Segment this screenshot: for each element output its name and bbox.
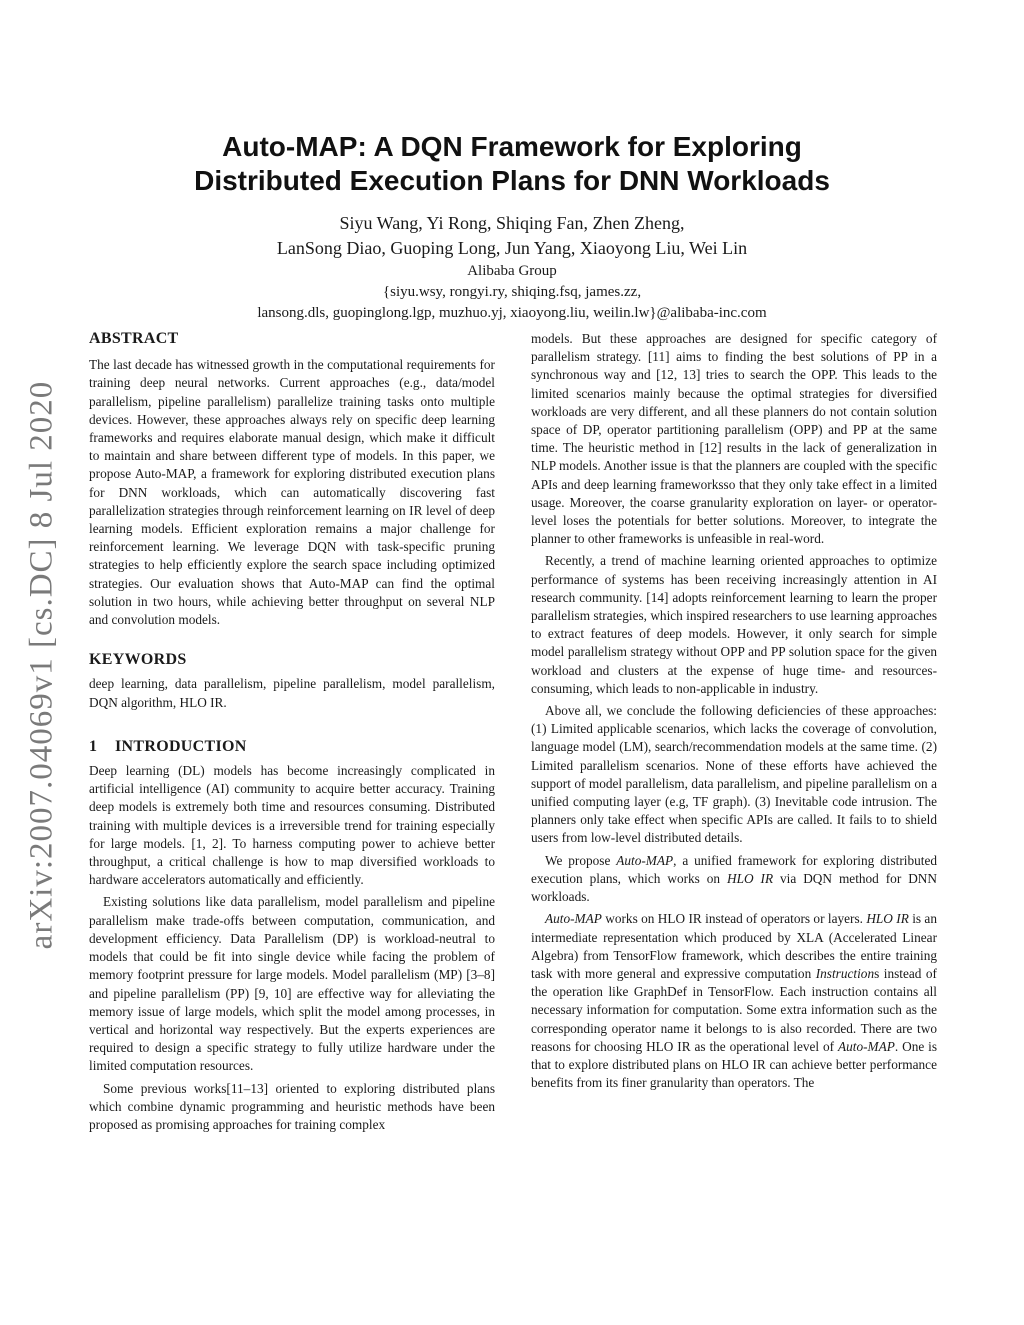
p7-emphasis-2: HLO IR: [727, 870, 774, 886]
author-block: [100, 211, 924, 324]
arxiv-sidebar: [12, 370, 72, 960]
abstract-heading: ABSTRACT: [89, 330, 179, 347]
authors-line-1: Siyu Wang, Yi Rong, Shiqing Fan, Zhen Zheng,: [339, 213, 685, 233]
p8-part-d: . One is that to explore distributed plans on HLO IR can achieve better performance benefits from its finer granularity than operators. The: [531, 1038, 938, 1091]
keywords-heading: KEYWORDS: [89, 651, 187, 669]
p8-emphasis-2: HLO IR: [866, 911, 909, 927]
p7-part-a: We propose: [545, 852, 617, 868]
p8-part-b: is an intermediate representation which produced by XLA (Accelerated Linear Algebra) from TensorFlow framework, which describes the entire training task with more general and expressive computation: [531, 911, 937, 981]
keywords-text: deep learning, data parallelism, pipeline parallelism, model parallelism, DQN algorithm, HLO IR.: [89, 676, 495, 710]
p7-part-b: , a unified framework for exploring distributed execution plans, which works on: [531, 852, 937, 886]
intro-paragraph-1: Deep learning (DL) models has become increasingly complicated in artificial intelligence (AI) community to acquire better accuracy. Training deep models is extremely both time and resources consuming. Distributed training with multiple devices is a irreversible trend for training especially for large models. [1, 2]. To harness computing power to achieve better throughput, a critical challenge is how to map diversified workloads to hardware accelerators automatically and efficiently.: [89, 763, 495, 888]
section-number: 1: [89, 737, 98, 755]
email-line-2: lansong.dls, guopinglong.lgp, muzhuo.yj, xiaoyong.liu, weilin.lw}@alibaba-inc.com: [257, 305, 767, 321]
p8-emphasis-3: Instruction: [815, 965, 875, 981]
arxiv-identifier: arXiv:2007.04069v1 [cs.DC] 8 Jul 2020: [23, 380, 60, 950]
title-line-2: Distributed Execution Plans for DNN Workloads: [194, 165, 830, 196]
intro-paragraph-4: models. But these approaches are designed for specific category of parallelism strategy. [11] aims to finding the best solutions of PP in a synchronous way and [12, 13] tries to search the OPP. This leads to the limited scenarios mainly because the optimal strategies for diversified workloads are very different, and all these planners do not contain solution space of DP, operator partitioning parallelism (OPP) and PP at the same time. The heuristic method in [12] results in the lack of generalization in NLP models. Another issue is that the planners are coupled with the specific APIs and deep learning frameworksso that they only take effect in a limited usage. Moreover, the coarse granularity exploration on layer- or operator-level loses the potentials for better solutions. Moreover, to integrate the planner to other frameworks is unfeasible in real-word.: [531, 331, 937, 547]
p8-emphasis-4: Auto-MAP: [838, 1038, 895, 1054]
p8-part-a: works on HLO IR instead of operators or layers.: [601, 911, 867, 927]
p8-part-c: s instead of the operation like GraphDef in TensorFlow. Each instruction contains all necessary information for computation. Some extra information such as the corresponding operator name it belongs to is also recorded. There are two reasons for choosing HLO IR as the operational level of: [531, 965, 937, 1054]
intro-paragraph-3: Some previous works[11–13] oriented to exploring distributed plans which combine dynamic programming and heuristic methods have been proposed as promising approaches for training complex: [89, 1080, 495, 1132]
abstract-text: The last decade has witnessed growth in the computational requirements for training deep neural networks. Current approaches (e.g., data/model parallelism, pipeline parallelism) parallelize training tasks onto multiple devices. However, these approaches always rely on specific deep learning frameworks and requires elaborate manual design, which make it difficult to maintain and share between different type of models. In this paper, we propose Auto-MAP, a framework for exploring distributed execution plans for DNN workloads, which can automatically discovering fast parallelization strategies through reinforcement learning on IR level of deep learning models. Efficient exploration remains a major challenge for reinforcement learning. We leverage DQN with task-specific pruning strategies to help efficiently explore the search space including optimized strategies. Our evaluation shows that Auto-MAP can find the optimal solution in two hours, while achieving better throughput on several NLP and convolution models.: [89, 357, 495, 628]
intro-paragraph-2: Existing solutions like data parallelism, model parallelism and pipeline parallelism make trade-offs between computation, communication, and development efficiency. Data Parallelism (DP) is workload-neutral to models that could be fit into single device while facing the problem of memory footprint pressure for large models. Model parallelism (MP) [3–8] and pipeline parallelism (PP) [9, 10] are effective way for alleviating the memory issue of large models, which split the model among processes, in vertical and horizontal way respectively. But the experts experiences are required to design a specific strategy to fully utilize hardware under the limited computation resources.: [89, 894, 495, 1074]
p7-emphasis-1: Auto-MAP: [616, 852, 674, 868]
intro-paragraph-7: [531, 852, 937, 907]
section-title: INTRODUCTION: [115, 737, 247, 755]
p7-part-c: via DQN method for DNN workloads.: [531, 870, 937, 905]
affiliation: Alibaba Group: [467, 263, 557, 279]
intro-paragraph-8: [531, 910, 937, 1092]
intro-paragraph-5: Recently, a trend of machine learning oriented approaches to optimize performance of systems has been receiving increasingly attention in AI research community. [14] adopts reinforcement learning to learn the proper parallelism strategies, which inspired researchers to use learning approaches to extract features of deep models. However, it only search for simple model parallelism strategy without OPP and PP solution space for the given workload and clusters at the expense of huge time- and resources-consuming, which leads to non-applicable in industry.: [531, 553, 937, 696]
p8-emphasis-1: Auto-MAP: [545, 911, 602, 927]
right-column: [531, 330, 937, 1092]
paper-title: [100, 130, 924, 198]
authors-line-2: LanSong Diao, Guoping Long, Jun Yang, Xiaoyong Liu, Wei Lin: [276, 238, 748, 258]
intro-paragraph-6: Above all, we conclude the following deficiencies of these approaches: (1) Limited applicable scenarios, which lacks the coverage of convolution, language model (LM), search/recommendation models at the same time. (2) Limited parallelism scenarios. None of these efforts have achieved the support of model parallelism, data parallelism, and pipeline parallelism on a unified computing layer (e.g, TF graph). (3) Inevitable code intrusion. The planners only take effect when specific APIs are called. It fails to to shield users from low-level distributed details.: [531, 703, 937, 846]
email-line-1: {siyu.wsy, rongyi.ry, shiqing.fsq, james.zz,: [382, 284, 642, 300]
introduction-heading: [89, 738, 495, 756]
title-line-1: Auto-MAP: A DQN Framework for Exploring: [222, 131, 802, 162]
left-column: [89, 330, 495, 1134]
